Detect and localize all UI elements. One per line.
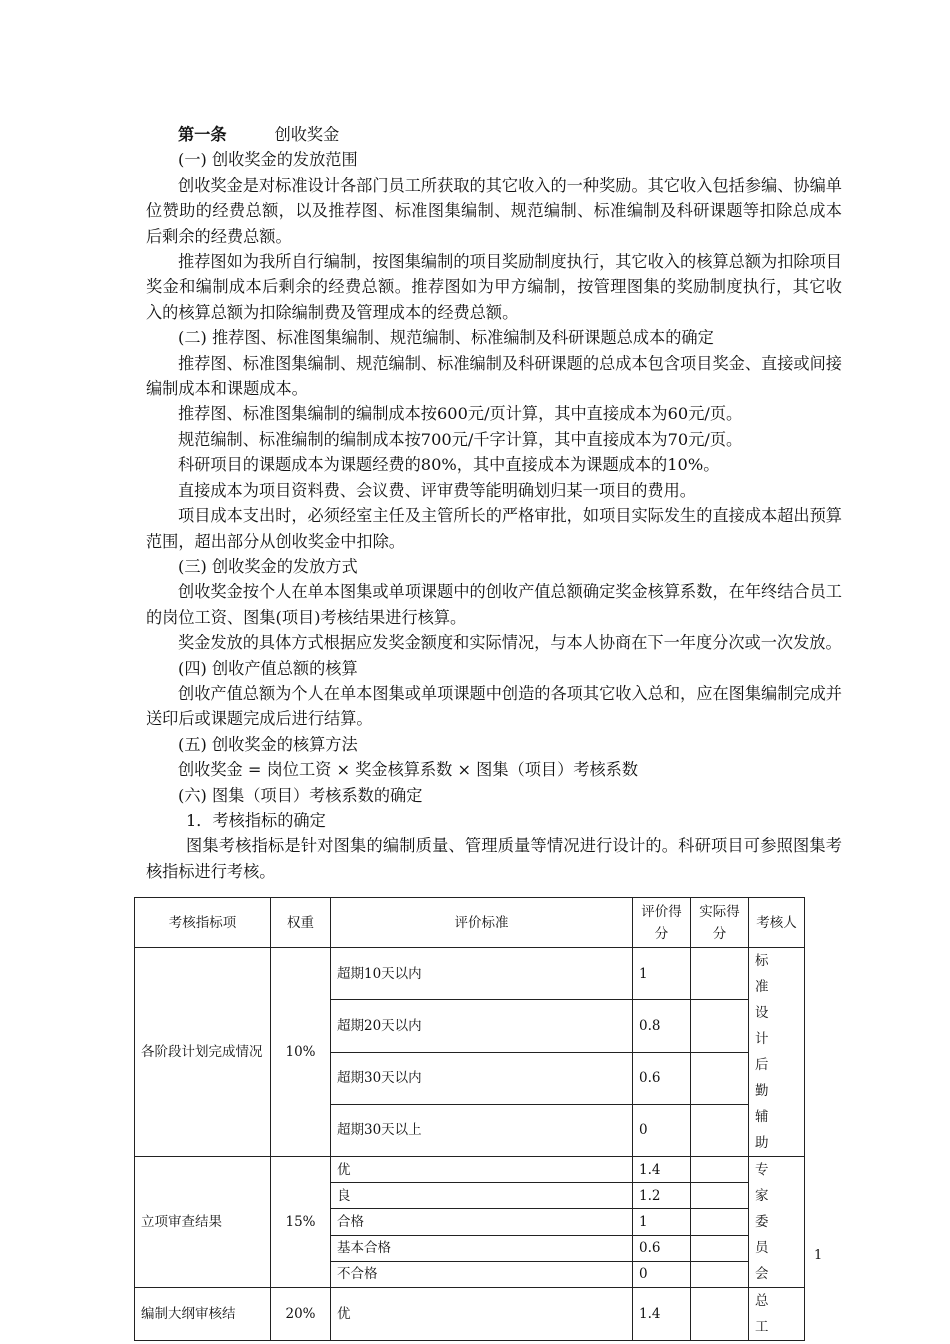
- header-cell: 评价得分: [633, 898, 691, 948]
- section-heading-5: (五) 创收奖金的核算方法: [178, 734, 358, 754]
- assessor-cell: 标准设计后勤辅助: [749, 948, 805, 1157]
- document-body: [146, 122, 842, 884]
- weight-cell: 15%: [271, 1157, 331, 1288]
- actual-score-cell: [691, 1235, 749, 1261]
- table-header-row: [135, 898, 805, 948]
- paragraph: 创收奖金是对标准设计各部门员工所获取的其它收入的一种奖励。其它收入包括参编、协编单位赞助的经费总额，以及推荐图、标准图集编制、规范编制、标准编制及科研课题等扣除总成本后剩余的经费总额。: [146, 175, 842, 246]
- paragraph: 创收奖金按个人在单本图集或单项课题中的创收产值总额确定奖金核算系数，在年终结合员工的岗位工资、图集(项目)考核结果进行核算。: [146, 582, 842, 627]
- header-cell: 考核指标项: [135, 898, 271, 948]
- score-cell: 1.4: [633, 1157, 691, 1183]
- actual-score-cell: [691, 1183, 749, 1209]
- actual-score-cell: [691, 1000, 749, 1052]
- table-row: [135, 1288, 805, 1341]
- article-label: 第一条: [178, 125, 227, 144]
- actual-score-cell: [691, 1052, 749, 1104]
- score-cell: 0: [633, 1261, 691, 1287]
- actual-score-cell: [691, 1261, 749, 1287]
- actual-score-cell: [691, 948, 749, 1000]
- paragraph: 创收产值总额为个人在单本图集或单项课题中创造的各项其它收入总和，应在图集编制完成并送印后或课题完成后进行结算。: [146, 683, 842, 729]
- paragraph: 科研项目的课题成本为课题经费的80%，其中直接成本为课题成本的10%。: [178, 455, 720, 475]
- score-cell: 1: [633, 948, 691, 1000]
- criteria-cell: 超期20天以内: [331, 1000, 633, 1052]
- paragraph: 图集考核指标是针对图集的编制质量、管理质量等情况进行设计的。科研项目可参照图集考核指标进行考核。: [146, 836, 842, 881]
- score-cell: 1.2: [633, 1183, 691, 1209]
- score-cell: 1.4: [633, 1288, 691, 1341]
- section-heading-3: (三) 创收奖金的发放方式: [178, 556, 358, 576]
- paragraph: 规范编制、标准编制的编制成本按700元/千字计算，其中直接成本为70元/页。: [178, 429, 743, 449]
- indicator-cell: 立项审查结果: [135, 1157, 271, 1288]
- score-cell: 0.6: [633, 1235, 691, 1261]
- score-cell: 1: [633, 1209, 691, 1235]
- criteria-cell: 良: [331, 1183, 633, 1209]
- actual-score-cell: [691, 1157, 749, 1183]
- table-row: [135, 948, 805, 1000]
- score-cell: 0.6: [633, 1052, 691, 1104]
- assessor-cell: 专家委员会: [749, 1157, 805, 1288]
- weight-cell: 20%: [271, 1288, 331, 1341]
- criteria-cell: 超期10天以内: [331, 948, 633, 1000]
- actual-score-cell: [691, 1104, 749, 1156]
- section-heading-4: (四) 创收产值总额的核算: [178, 658, 358, 678]
- criteria-cell: 超期30天以上: [331, 1104, 633, 1156]
- table-row: [135, 1157, 805, 1183]
- header-cell: 实际得分: [691, 898, 749, 948]
- page-number: 1: [814, 1248, 823, 1263]
- paragraph: 直接成本为项目资料费、会议费、评审费等能明确划归某一项目的费用。: [178, 480, 696, 500]
- article-title: 创收奖金: [274, 125, 340, 144]
- section-heading-6: (六) 图集（项目）考核系数的确定: [178, 785, 423, 805]
- paragraph: 奖金发放的具体方式根据应发奖金额度和实际情况，与本人协商在下一年度分次或一次发放。: [178, 633, 842, 653]
- actual-score-cell: [691, 1209, 749, 1235]
- subsection-heading: 1．考核指标的确定: [186, 810, 326, 830]
- criteria-cell: 优: [331, 1157, 633, 1183]
- header-cell: 权重: [271, 898, 331, 948]
- assessment-table: [134, 897, 805, 1341]
- paragraph: 推荐图、标准图集编制、规范编制、标准编制及科研课题的总成本包含项目奖金、直接或间接编制成本和课题成本。: [146, 353, 842, 399]
- header-cell: 考核人: [749, 898, 805, 948]
- score-cell: 0.8: [633, 1000, 691, 1052]
- paragraph: 项目成本支出时，必须经室主任及主管所长的严格审批，如项目实际发生的直接成本超出预算范围，超出部分从创收奖金中扣除。: [146, 506, 842, 551]
- weight-cell: 10%: [271, 948, 331, 1157]
- header-cell: 评价标准: [331, 898, 633, 948]
- section-heading-1: (一) 创收奖金的发放范围: [178, 150, 358, 170]
- article-heading: [146, 122, 842, 147]
- indicator-cell: 各阶段计划完成情况: [135, 948, 271, 1157]
- section-heading-2: (二) 推荐图、标准图集编制、规范编制、标准编制及科研课题总成本的确定: [178, 328, 714, 348]
- criteria-cell: 优: [331, 1288, 633, 1341]
- indicator-cell: 编制大纲审核结: [135, 1288, 271, 1341]
- criteria-cell: 基本合格: [331, 1235, 633, 1261]
- criteria-cell: 合格: [331, 1209, 633, 1235]
- criteria-cell: 不合格: [331, 1261, 633, 1287]
- actual-score-cell: [691, 1288, 749, 1341]
- paragraph: 推荐图、标准图集编制的编制成本按600元/页计算，其中直接成本为60元/页。: [178, 404, 743, 424]
- assessor-cell: 总工: [749, 1288, 805, 1341]
- criteria-cell: 超期30天以内: [331, 1052, 633, 1104]
- score-cell: 0: [633, 1104, 691, 1156]
- paragraph: 推荐图如为我所自行编制，按图集编制的项目奖励制度执行，其它收入的核算总额为扣除项目奖金和编制成本后剩余的经费总额。推荐图如为甲方编制，按管理图集的奖励制度执行，其它收入的核算总额为扣除编制费及管理成本的经费总额。: [146, 252, 842, 322]
- formula: 创收奖金 = 岗位工资 × 奖金核算系数 × 图集（项目）考核系数: [178, 760, 639, 780]
